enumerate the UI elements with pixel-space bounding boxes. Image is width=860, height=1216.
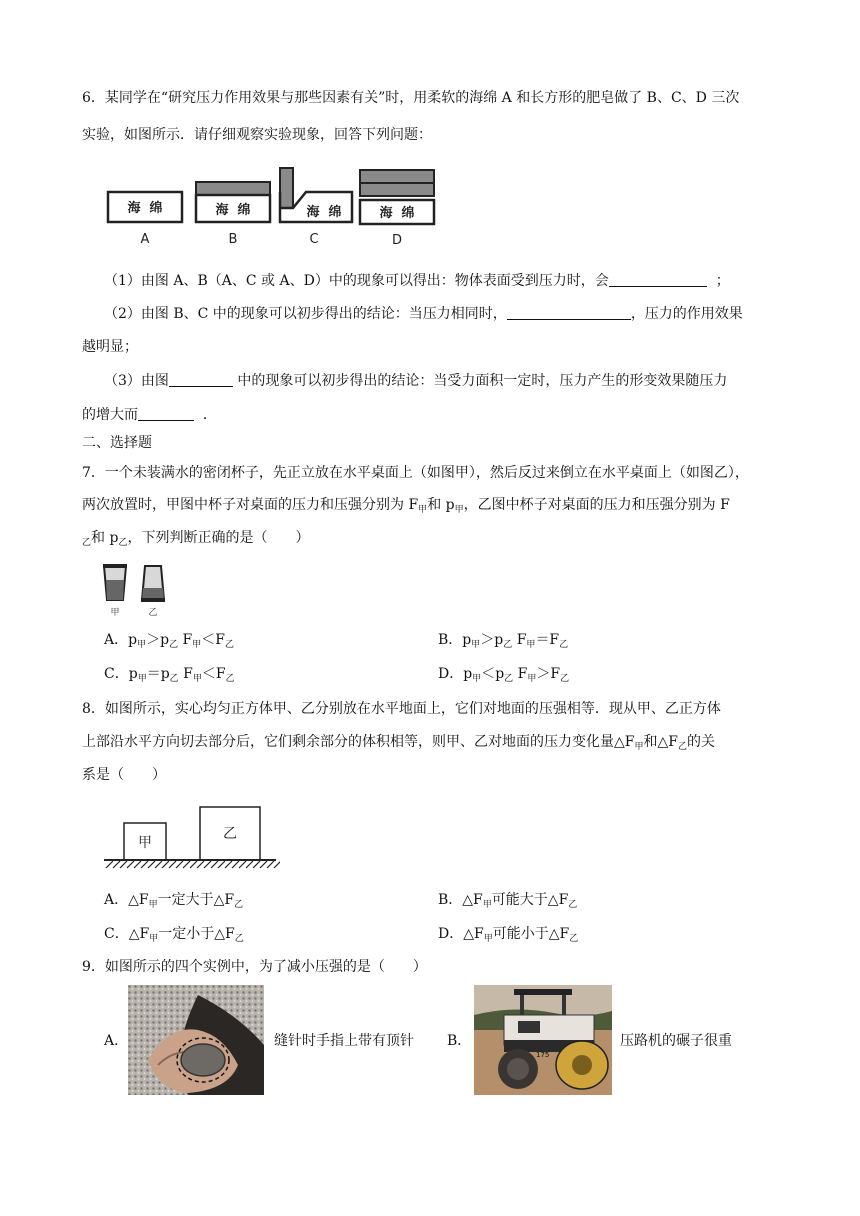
sponge-c-label: 海 绵 [306, 205, 342, 220]
q7-option-c[interactable]: C．$p_甲=p_乙$ $F_甲<F_乙$ [104, 666, 235, 684]
sponge-d [360, 170, 434, 248]
cup-upright [103, 564, 127, 618]
hatch-mark [267, 861, 274, 868]
hatch-mark [155, 861, 162, 868]
cube-jia-label: 甲 [138, 835, 152, 851]
hatch-mark [127, 861, 134, 868]
hatch-mark [141, 861, 148, 868]
q8-option-d[interactable]: D．$\triangle F_甲$可能小于$\triangle F_乙$ [438, 926, 579, 944]
q8-stem-line-3: 系是（ ） [82, 767, 166, 783]
section-choice-heading: 二、选择题 [82, 435, 152, 451]
hatch-mark [246, 861, 253, 868]
hatch-mark [204, 861, 211, 868]
q6-part-2: （2）由图 B、C 中的现象可以初步得出的结论：当压力相同时， ，压力的作用效果 [104, 306, 743, 322]
cup-inverted [141, 566, 165, 618]
cup-label-jia: 甲 [110, 608, 120, 618]
hatch-mark [113, 861, 120, 868]
q7-option-a[interactable]: A．$p_甲>p_乙$ $F_甲<F_乙$ [104, 632, 234, 650]
hatch-mark [253, 861, 260, 868]
q6-sponge-figure [100, 160, 445, 250]
sponge-c [280, 168, 352, 247]
roller-number: 175 [536, 1051, 550, 1059]
cup-label-yi: 乙 [148, 608, 158, 618]
q9-option-a-text[interactable]: 缝针时手指上带有顶针 [274, 1033, 414, 1049]
q6-part-3: （3）由图 中的现象可以初步得出的结论：当受力面积一定时，压力产生的形变效果随压力 [104, 373, 728, 389]
hatch-mark [232, 861, 239, 868]
hatch-mark [183, 861, 190, 868]
hatch-mark [106, 861, 113, 868]
q7-option-b[interactable]: B．$p_甲>p_乙$ $F_甲=F_乙$ [438, 632, 569, 650]
sponge-a [108, 192, 182, 247]
q6-blank-1[interactable] [609, 272, 707, 287]
q8-option-c[interactable]: C．$\triangle F_甲$一定小于$\triangle F_乙$ [104, 926, 244, 944]
q6-stem-line-1: 6．某同学在“研究压力作用效果与那些因素有关”时，用柔软的海绵 A 和长方形的肥皂做了 B、C、D 三次 [82, 90, 740, 106]
q8-cube-figure [100, 800, 280, 872]
hatch-mark [176, 861, 183, 868]
sponge-d-label: 海 绵 [379, 206, 415, 221]
q7-cup-figure [100, 562, 175, 620]
ground-hatch [106, 861, 280, 868]
q7-option-d[interactable]: D．$p_甲<p_乙$ $F_甲>F_乙$ [438, 666, 570, 684]
q9-option-a-letter[interactable]: A． [104, 1033, 129, 1049]
hatch-mark [190, 861, 197, 868]
hatch-mark [134, 861, 141, 868]
q7-stem-line-1: 7．一个未装满水的密闭杯子，先正立放在水平桌面上（如图甲），然后反过来倒立在水平桌面上（如图乙）， [82, 465, 749, 481]
cube-yi-label: 乙 [223, 826, 237, 842]
fig-label-a: A [140, 232, 150, 247]
q9-stem: 9．如图所示的四个实例中，为了减小压强的是（ ） [82, 959, 427, 975]
hatch-mark [211, 861, 218, 868]
q8-stem-line-2: 上部沿水平方向切去部分后，它们剩余部分的体积相等，则甲、乙对地面的压力变化量$\triangle F_甲$和$\triangle F_乙$的关 [82, 734, 715, 752]
q6-part-3-cont: 的增大而 ． [82, 407, 217, 423]
hatch-mark [260, 861, 267, 868]
q8-option-a[interactable]: A．$\triangle F_甲$一定大于$\triangle F_乙$ [104, 892, 244, 910]
road-roller-photo [474, 985, 612, 1095]
q6-blank-2[interactable] [507, 305, 631, 320]
hatch-mark [162, 861, 169, 868]
hatch-mark [239, 861, 246, 868]
fig-label-b: B [228, 232, 238, 247]
hatch-mark [169, 861, 176, 868]
sponge-b [196, 182, 270, 247]
hatch-mark [120, 861, 127, 868]
hatch-mark [197, 861, 204, 868]
q6-stem-line-2: 实验，如图所示．请仔细观察实验现象，回答下列问题： [82, 127, 432, 143]
q9-option-b-text[interactable]: 压路机的碾子很重 [620, 1033, 732, 1049]
fig-label-d: D [391, 233, 403, 248]
hatch-mark [218, 861, 225, 868]
fig-label-c: C [309, 232, 319, 247]
q8-stem-line-1: 8．如图所示，实心均匀正方体甲、乙分别放在水平地面上，它们对地面的压强相等．现从甲、乙正方体 [82, 701, 721, 717]
hatch-mark [225, 861, 232, 868]
q8-option-b[interactable]: B．$\triangle F_甲$可能大于$\triangle F_乙$ [438, 892, 578, 910]
q6-blank-4[interactable] [138, 406, 194, 421]
thimble-photo [128, 985, 264, 1095]
q7-stem-line-3: $_乙$和 $p_乙$，下列判断正确的是（ ） [82, 530, 310, 548]
q9-option-b-letter[interactable]: B． [447, 1033, 472, 1049]
hatch-mark [148, 861, 155, 868]
q6-part-2-cont: 越明显； [82, 339, 138, 355]
sponge-b-label: 海 绵 [215, 203, 251, 218]
q6-part-1: （1）由图 A、B（A、C 或 A、D）中的现象可以得出：物体表面受到压力时，会 ； [104, 273, 730, 289]
q6-blank-3[interactable] [169, 372, 233, 387]
sponge-a-label: 海 绵 [127, 201, 163, 216]
hatch-mark [274, 861, 280, 868]
q7-stem-line-2: 两次放置时，甲图中杯子对桌面的压力和压强分别为 $F_甲$和 $p_甲$，乙图中杯子对桌面的压力和压强分别为 F [82, 497, 730, 515]
